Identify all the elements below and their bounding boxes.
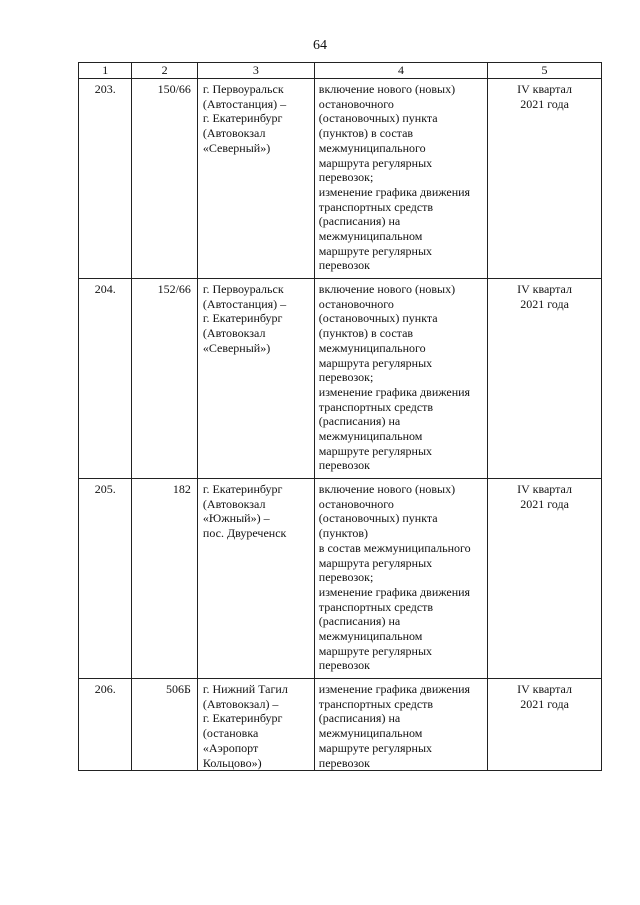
description-line: остановочного [318,96,394,111]
description-line: межмуниципальном [318,429,423,444]
column-header-2: 2 [132,63,198,79]
row-number: 203. [79,79,132,279]
description-line: (расписания) на [318,614,401,629]
description-line: изменение графика движения [318,184,471,199]
period-line: 2021 года [520,96,569,111]
change-description [314,79,487,279]
description-line: межмуниципального [318,340,426,355]
row-number: 204. [79,279,132,479]
description-line: (остановочных) пункта [318,311,438,326]
route-name-line: «Южный») – [202,511,270,526]
table-header-row [79,63,602,79]
description-line: (остановочных) пункта [318,111,438,126]
route-name-line: (Автовокзал [202,326,266,341]
table-row [79,279,602,479]
description-line: (пунктов) [318,526,369,541]
route-name [197,679,314,771]
description-line: (расписания) на [318,711,401,726]
row-number: 206. [79,679,132,771]
description-line: маршруте регулярных [318,643,432,658]
description-line: перевозок [318,258,370,273]
description-line: (пунктов) в состав [318,126,414,141]
period-line: 2021 года [520,496,569,511]
page-number: 64 [313,38,327,53]
description-line: маршрута регулярных [318,555,433,570]
route-name [197,279,314,479]
period-line: IV квартал [517,682,572,696]
description-line: межмуниципальном [318,726,423,741]
period-line: IV квартал [517,82,572,96]
description-line: (остановочных) пункта [318,511,438,526]
route-name-line: «Аэропорт [202,740,259,755]
description-line: перевозок; [318,370,374,385]
description-line: транспортных средств [318,696,434,711]
route-name-line: г. Первоуральск [202,282,284,296]
route-name-line: г. Первоуральск [202,82,284,96]
route-name-line: Кольцово») [202,755,262,770]
description-line: межмуниципальном [318,229,423,244]
description-line: включение нового (новых) [318,482,456,496]
row-number: 205. [79,479,132,679]
route-number: 152/66 [132,279,198,479]
description-line: изменение графика движения [318,682,471,696]
description-line: маршруте регулярных [318,443,432,458]
column-header-1: 1 [79,63,132,79]
description-line: включение нового (новых) [318,282,456,296]
schedule-table [78,62,602,771]
route-name-line: «Северный») [202,140,271,155]
table-row [79,79,602,279]
route-name [197,79,314,279]
period-line: IV квартал [517,482,572,496]
period-line: 2021 года [520,296,569,311]
description-line: перевозок; [318,570,374,585]
description-line: перевозок [318,755,370,770]
period [488,679,602,771]
description-line: маршруте регулярных [318,740,432,755]
description-line: (пунктов) в состав [318,326,414,341]
route-name-line: г. Екатеринбург [202,311,283,326]
description-line: остановочного [318,296,394,311]
route-name-line: (остановка [202,726,259,741]
description-line: изменение графика движения [318,584,471,599]
change-description [314,279,487,479]
description-line: перевозок [318,458,370,473]
route-name-line: г. Нижний Тагил [202,682,288,696]
column-header-3: 3 [197,63,314,79]
route-number: 182 [132,479,198,679]
route-name-line: (Автовокзал [202,496,266,511]
period [488,279,602,479]
route-name-line: г. Екатеринбург [202,482,283,496]
route-name-line: пос. Двуреченск [202,526,287,541]
description-line: (расписания) на [318,214,401,229]
description-line: транспортных средств [318,599,434,614]
period [488,79,602,279]
description-line: включение нового (новых) [318,82,456,96]
description-line: межмуниципальном [318,629,423,644]
route-name-line: «Северный») [202,340,271,355]
description-line: перевозок; [318,170,374,185]
route-name-line: г. Екатеринбург [202,711,283,726]
description-line: межмуниципального [318,140,426,155]
description-line: маршрута регулярных [318,155,433,170]
description-line: в состав межмуниципального [318,540,471,555]
change-description [314,479,487,679]
route-name-line: г. Екатеринбург [202,111,283,126]
route-name-line: (Автовокзал [202,126,266,141]
change-description [314,679,487,771]
description-line: перевозок [318,658,370,673]
column-header-4: 4 [314,63,487,79]
column-header-5: 5 [488,63,602,79]
period-line: 2021 года [520,696,569,711]
table-row [79,679,602,771]
table-row [79,479,602,679]
route-name-line: (Автостанция) – [202,296,287,311]
period-line: IV квартал [517,282,572,296]
description-line: транспортных средств [318,199,434,214]
description-line: транспортных средств [318,399,434,414]
description-line: остановочного [318,496,394,511]
description-line: изменение графика движения [318,384,471,399]
route-number: 506Б [132,679,198,771]
route-number: 150/66 [132,79,198,279]
route-name-line: (Автостанция) – [202,96,287,111]
description-line: маршруте регулярных [318,243,432,258]
route-name-line: (Автовокзал) – [202,696,279,711]
route-name [197,479,314,679]
period [488,479,602,679]
description-line: маршрута регулярных [318,355,433,370]
description-line: (расписания) на [318,414,401,429]
